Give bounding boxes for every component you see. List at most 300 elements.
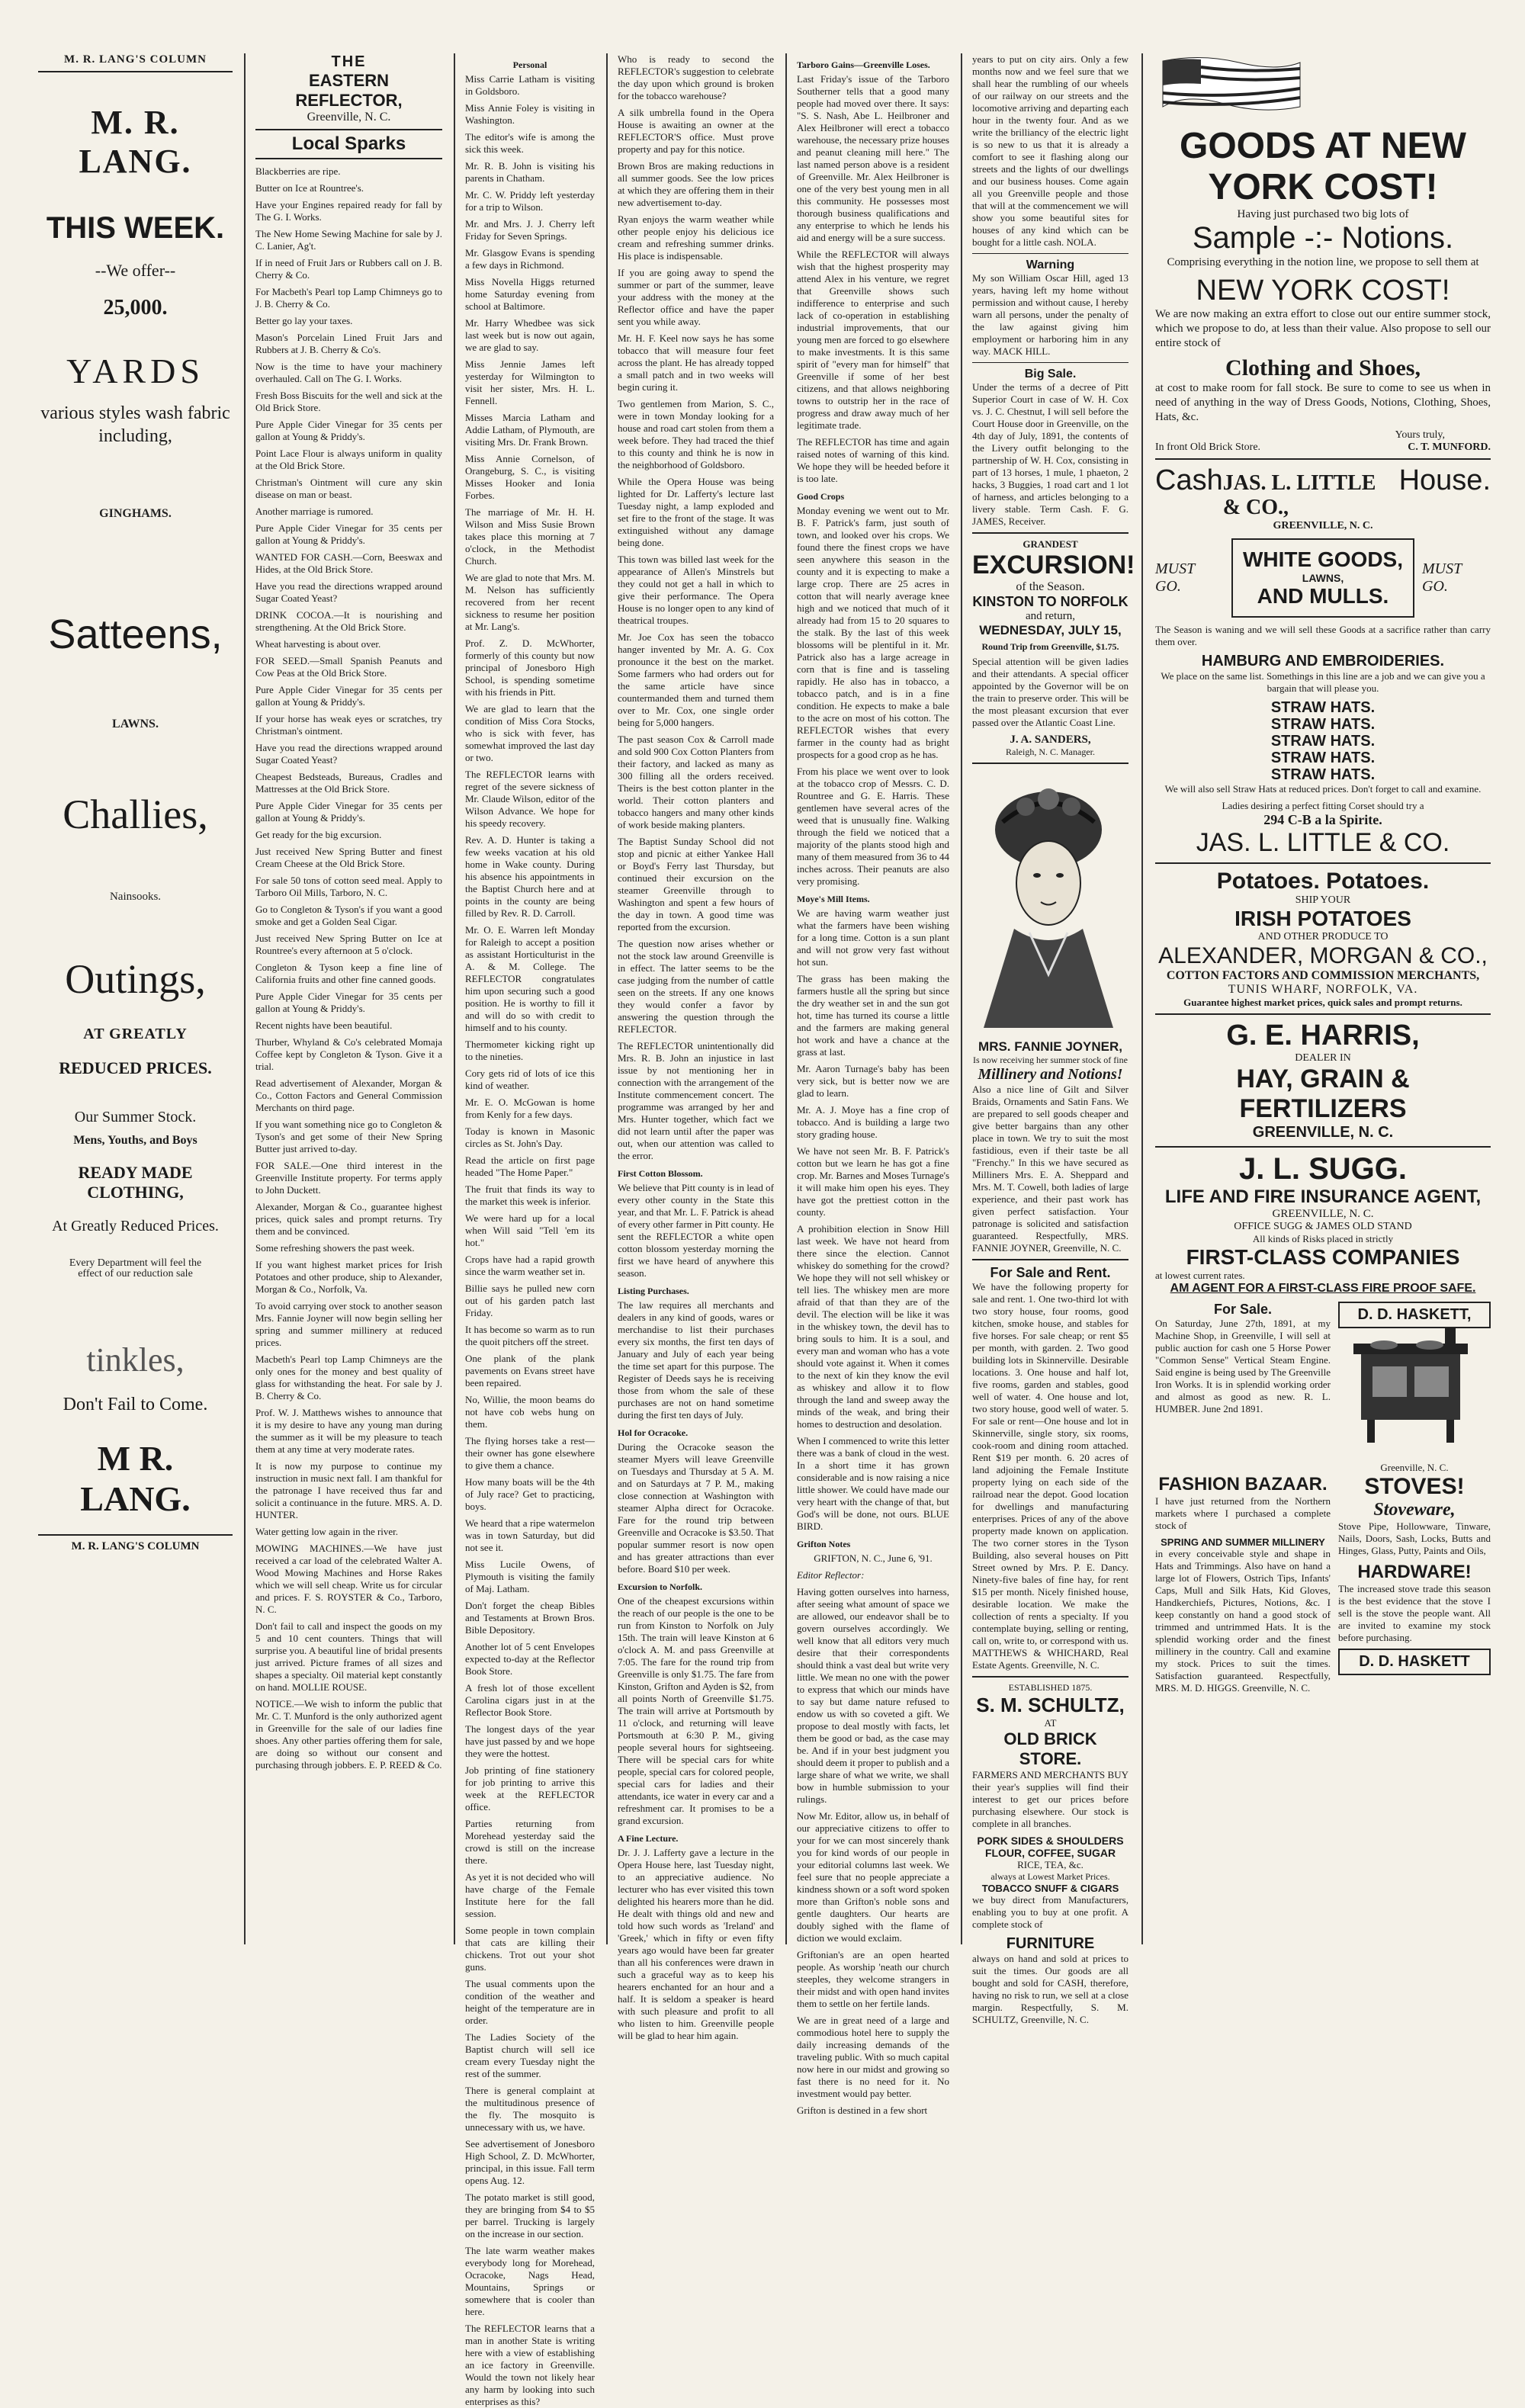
news-item: We were hard up for a local when Will said "Tell 'em its hot." — [465, 1212, 595, 1248]
little-heading-row — [1155, 464, 1491, 520]
article-text: While the REFLECTOR will always wish that the highest prosperity may attend Alex in his venture, we regret that Greenville shows such indifference to enterprise and such lack of co-operation in establishing industrial improvements, that our young men are forced to go elsewhere to make investments. It is this same spirit of "every man for himself" that Greenville if some of her best citizens, and that allows neighboring towns to outstrip her in the race of progress and draw away much of her legitimate trade. — [797, 249, 949, 431]
section-heading: Grifton Notes — [797, 1539, 851, 1549]
haskett-name: D. D. HASKETT, — [1338, 1302, 1491, 1328]
news-item: The editor's wife is among the sick this week. — [465, 131, 595, 155]
news-items — [618, 53, 774, 1162]
article-text: Dr. J. J. Lafferty gave a lecture in the Opera House here, last Tuesday night, to an appreciative audience. No lecturer who has ever visited this town delighted his hearers more than he did. He dealt with things old and new and told how such words as 'Ireland' and 'Greek,' which in fifty or even fifty years ago would have been far greater than all his conferences were drawn in such a graceful way as to keep his hearers enchanted for an hour and a half. It is seldom a speaker is heard with such pleasure and profit to all who listen to him. Greenville people will be glad to hear him again. — [618, 1847, 774, 2041]
schultz-furniture: FURNITURE — [1006, 1935, 1095, 1952]
news-item: Misses Marcia Latham and Addie Latham, of Plymouth, are visiting Mrs. Dr. Frank Brown. — [465, 412, 595, 448]
news-item: Blackberries are ripe. — [255, 165, 341, 177]
news-item: Ryan enjoys the warm weather while other people enjoy his delicious ice cream and refreshing summer drinks. His place is indispensable. — [618, 214, 774, 262]
lang-name: M. R. LANG. — [79, 104, 192, 180]
nainsooks-word: Nainsooks. — [109, 891, 162, 903]
article-text: We have not seen Mr. B. F. Patrick's cotton but we learn he has got a fine crop. Mr. Barnes and Moses Turnage's it will make him open his eyes. They have got the prettiest cotton in the county. — [797, 1145, 949, 1218]
stove-list: Stove Pipe, Hollowware, Tinware, Nails, Doors, Sash, Locks, Butts and Hinges, Glass, Putty, Paints and Oils, — [1338, 1520, 1491, 1556]
news-item: Alexander, Morgan & Co., guarantee highest prices, quick sales and prompt returns. Try them and be convinced. — [255, 1201, 442, 1237]
news-item: There is general complaint at the multitudinous presence of the fly. The mosquito is unnecessary with us, we have. — [465, 2085, 595, 2133]
news-item: Pure Apple Cider Vinegar for 35 cents per gallon at Young & Priddy's. — [255, 419, 442, 442]
extra-effort-text: We are now making an extra effort to close out our entire summer stock, which we propose to do, at less than their value. Also propose to sell our entire stock of — [1155, 308, 1491, 349]
straw-hats: STRAW HATS. — [1270, 766, 1376, 783]
ginghams-cluster — [38, 470, 233, 557]
news-item: The Baptist Sunday School did not stop and picnic at either Yankee Hall or Boyd's Ferry last Thursday, but continued their excursion on the steamer Greenville through to Washington and spent a few hours of the day in town. A good time was reported from the excursion. — [618, 836, 774, 933]
irish-potatoes: IRISH POTATOES — [1234, 907, 1411, 930]
news-item: Some people in town complain that cats are killing their chickens. Trot out your shot guns. — [465, 1925, 595, 1973]
this-week: THIS WEEK. — [46, 211, 225, 245]
news-item: Macbeth's Pearl top Lamp Chimneys are the only ones for the money and best quality of glass for withstanding the heat. For sale by J. B. Cherry & Co. — [255, 1353, 442, 1401]
harris-place: GREENVILLE, N. C. — [1252, 1124, 1394, 1141]
personal-column — [458, 53, 602, 2407]
news-item: The marriage of Mr. H. H. Wilson and Miss Susie Brown takes place this morning at 7 o'clock, in the Methodist Church. — [465, 506, 595, 567]
column-rule — [454, 53, 455, 1944]
news-item: Pure Apple Cider Vinegar for 35 cents per gallon at Young & Priddy's. — [255, 800, 442, 824]
news-item: If you are going away to spend the summer or part of the summer, leave your address with the money at the Reflector office and have the paper sent you while away. — [618, 267, 774, 327]
lang-footer-name: M R. LANG. — [80, 1439, 191, 1518]
faded-word: tinkles, — [86, 1341, 185, 1379]
column-rule — [606, 53, 608, 1944]
news-item: Don't forget the cheap Bibles and Testaments at Brown Bros. Bible Depository. — [465, 1600, 595, 1636]
news-column-5 — [789, 53, 957, 2116]
column-rule — [1141, 53, 1143, 1944]
salutation: Editor Reflector: — [797, 1569, 865, 1581]
nainsooks-cluster — [38, 861, 233, 933]
article-text: Grifton is destined in a few short — [797, 2105, 928, 2116]
news-item: The fruit that finds its way to the market this week is inferior. — [465, 1183, 595, 1207]
news-item: Miss Carrie Latham is visiting in Goldsboro. — [465, 73, 595, 97]
news-item: FOR SALE.—One third interest in the Greenville Institute property. For terms apply to John Duckett. — [255, 1160, 442, 1196]
news-item: Get ready for the big excursion. — [255, 829, 382, 840]
news-item: Wheat harvesting is about over. — [255, 638, 381, 650]
news-item: The late warm weather makes everybody long for Morehead, Ocracoke, Nags Head, Mountains, Springs or somewhere that is cooler than here. — [465, 2245, 595, 2317]
news-item: The REFLECTOR unintentionally did Mrs. R. B. John an injustice in last issue by not mentioning her in connection with the arrangement of the Institute commencement concert. The programme was arranged by her and Mrs. Hunter together, which fact we did not learn until after the paper was out, when our attention was called to the error. — [618, 1040, 774, 1161]
little-place: GREENVILLE, N. C. — [1273, 520, 1373, 531]
news-item: Mr. E. O. McGowan is home from Kenly for a few days. — [465, 1096, 595, 1120]
news-item: Miss Annie Cornelson, of Orangeburg, S. C., is visiting Misses Hooker and Ionia Forbes. — [465, 453, 595, 501]
news-item: Billie says he pulled new corn out of his garden patch last Friday. — [465, 1283, 595, 1318]
schultz-store: OLD BRICK STORE. — [1003, 1729, 1097, 1768]
news-item: FOR SEED.—Small Spanish Peanuts and Cow Peas at the Old Brick Store. — [255, 655, 442, 679]
news-item: Recent nights have been beautiful. — [255, 1019, 393, 1031]
news-item: Water getting low again in the river. — [255, 1526, 399, 1537]
news-item: If in need of Fruit Jars or Rubbers call on J. B. Cherry & Co. — [255, 257, 442, 281]
article-text: Monday evening we went out to Mr. B. F. Patrick's farm, just south of town, and looked over his crops. We found there the finest crops we have seen anywhere this season in the county and it is expecting to make a large crop. There are 25 acres in cotton that will nearly average knee high and we noticed that much of it already had from 15 to 20 squares to the stalk. By the last of this week blossoms will be plentiful in it. Mr. Patrick also has a large acreage in corn that is fine and is tasseling rapidly. He also has in tobacco, a tobacco patch, and is in a fine condition. He expects to make a bale to the acre on most of his cotton. The REFLECTOR wishes that every farmer in the county had as bright prospects for a good crop as he has. — [797, 505, 949, 760]
mulls-word: AND MULLS. — [1257, 584, 1389, 608]
news-item: MOWING MACHINES.—We have just received a car load of the celebrated Walter A. Wood Mowing Machines and Horse Rakes which we will sell cheap. Write us for circular and prices. F. S. ROYSTER & Co., Tarboro, N. C. — [255, 1543, 442, 1615]
straw-hats: STRAW HATS. — [1270, 733, 1376, 750]
forsale-heading: For Sale. — [1213, 1302, 1273, 1317]
excursion-fare: Round Trip from Greenville, $1.75. — [981, 641, 1119, 652]
article-text: When I commenced to write this letter there was a bank of cloud in the west. In a short time it has grown considerable and is now raising a nice little shower. We could have made our very heart with the change of that, but God's will be done, not ours. BLUE BIRD. — [797, 1435, 949, 1532]
schultz-line: TOBACCO SNUFF & CIGARS — [981, 1883, 1119, 1894]
news-column-4 — [610, 53, 782, 2041]
article-text: From his place we went over to look at the tobacco crop of Messrs. C. D. Rountree and G. E. Harris. These gentlemen have several acres of the weed that is unusually fine. Walking through the field we noticed that a majority of the plants stood high and many of them measured from 36 to 44 inches across. Their peanuts are also very promising. — [797, 766, 949, 887]
news-item: The potato market is still good, they are bringing from $4 to $5 per barrel. Trucking is largely on the increase in our section. — [465, 2191, 595, 2239]
news-item: Miss Jennie James left yesterday for Wilmington to visit her sister, Mrs. H. L. Fennell. — [465, 358, 595, 406]
news-item: Mr. O. E. Warren left Monday for Raleigh to accept a position as assistant Horticulturist in the A. & M. College. The REFLECTOR congratulates him upon securing such a good position. He is worthy to fill it and will do so with credit to himself and to his county. — [465, 924, 595, 1033]
personal-items — [465, 73, 595, 2408]
challies-heading: Challies, — [63, 791, 208, 837]
haskett-place: Greenville, N. C. — [1380, 1462, 1449, 1473]
news-item: Christman's Ointment will cure any skin disease on man or beast. — [255, 477, 442, 500]
news-item: For sale 50 tons of cotton seed meal. Apply to Tarboro Oil Mills, Tarboro, N. C. — [255, 875, 442, 898]
straw-hats: STRAW HATS. — [1270, 699, 1376, 716]
section-heading: Excursion to Norfolk. — [618, 1581, 702, 1592]
news-item: Fresh Boss Biscuits for the well and sick at the Old Brick Store. — [255, 390, 442, 413]
sugg-risks: All kinds of Risks placed in strictly — [1252, 1233, 1394, 1244]
sugg-office: OFFICE SUGG & JAMES OLD STAND — [1234, 1221, 1412, 1232]
amc-place: TUNIS WHARF, NORFOLK, VA. — [1228, 983, 1418, 996]
news-item: Have you read the directions wrapped around Sugar Coated Yeast? — [255, 742, 442, 766]
news-item: Butter on Ice at Rountree's. — [255, 182, 364, 194]
outings-heading: Outings, — [65, 956, 206, 1002]
news-item: Crops have had a rapid growth since the warm weather set in. — [465, 1254, 595, 1277]
news-item: A silk umbrella found in the Opera House is awaiting an owner at the REFLECTOR'S office. Must prove property and pay for this notice. — [618, 107, 774, 155]
news-item: Thermometer kicking right up to the nineties. — [465, 1039, 595, 1062]
news-item: Miss Annie Foley is visiting in Washington. — [465, 102, 595, 126]
harris-goods: HAY, GRAIN & FERTILIZERS — [1236, 1064, 1410, 1123]
news-item: Pure Apple Cider Vinegar for 35 cents per gallon at Young & Priddy's. — [255, 522, 442, 546]
column-title: M. R. LANG'S COLUMN — [38, 53, 233, 72]
haskett-block — [1338, 1302, 1491, 1474]
in-front-text: In front Old Brick Store. — [1155, 441, 1261, 453]
straw-hats: STRAW HATS. — [1270, 750, 1376, 766]
hamburg-heading: HAMBURG AND EMBROIDERIES. — [1201, 653, 1445, 669]
news-item: See advertisement of Jonesboro High School, Z. D. McWhorter, principal, in this issue. Fall term opens Aug. 12. — [465, 2138, 595, 2186]
stoveware: Stoveware, — [1373, 1500, 1456, 1520]
column-footer: M. R. LANG'S COLUMN — [38, 1534, 233, 1553]
cash-word: Cash — [1155, 464, 1223, 496]
agent-safe: AM AGENT FOR A FIRST-CLASS FIRE PROOF SAFE. — [1170, 1282, 1476, 1295]
summer-stock: Our Summer Stock. — [74, 1109, 197, 1125]
schultz-line: FLOUR, COFFEE, SUGAR — [984, 1847, 1116, 1859]
schultz-line: always at Lowest Market Prices. — [990, 1871, 1110, 1882]
news-item: Mr. Joe Cox has seen the tobacco hanger invented by Mr. A. G. Cox pronounce it the best on the market. Some farmers who had orders out for the same article have since countermanded them and turned them over to Mr. Cox, one single order being for 5,000 hangers. — [618, 631, 774, 728]
yards-heading: YARDS — [66, 352, 204, 390]
amc-sub: COTTON FACTORS AND COMMISSION MERCHANTS, — [1166, 969, 1480, 982]
section-heading: Good Crops — [797, 491, 845, 502]
joyner-text: Also a nice line of Gilt and Silver Braids, Ornaments and Satin Fans. We are prepared to sell goods cheaper and give better bargains than any other place in town. We try to suit the most fastidious, even if their taste be all "Frenchy." In this we have secured as Milliners Mrs. E. A. Sheppard and Mrs. M. T. Cowell, both ladies of large experience, and their past work has given perfect satisfaction. Your patronage is solicited and satisfaction guaranteed. Respectfully, MRS. FANNIE JOYNER, Greenville, N. C. — [972, 1084, 1128, 1254]
news-item: Some refreshing showers the past week. — [255, 1242, 415, 1254]
goods-heading: GOODS AT NEW YORK COST! — [1180, 126, 1466, 207]
local-sparks-heading: Local Sparks — [255, 129, 442, 159]
section-heading: Listing Purchases. — [618, 1286, 689, 1296]
ginghams-word: GINGHAMS. — [99, 507, 172, 520]
excursion-text: Special attention will be given ladies and their attendants. A special officer appointed by the Governor will be on the train to preserve order. This will be the most pleasant excursion that ever passed over the Atlantic Coast Line. — [972, 656, 1128, 728]
reduced-prices: REDUCED PRICES. — [59, 1058, 212, 1077]
news-item: Have your Engines repaired ready for fall by The G. I. Works. — [255, 199, 442, 223]
at-greatly-reduced: At Greatly Reduced Prices. — [52, 1218, 219, 1235]
hamburg-text: We place on the same list. Somethings in this line are a job and we can give you a bargain that will please you. — [1161, 670, 1485, 694]
we-offer: --We offer-- — [95, 261, 176, 280]
news-item: WANTED FOR CASH.—Corn, Beeswax and Hides, at the Old Brick Store. — [255, 551, 442, 575]
news-item: Congleton & Tyson keep a fine line of California fruits and other fine canned goods. — [255, 962, 442, 985]
news-item: We are glad to learn that the condition of Miss Cora Stocks, who is sick with fever, has somewhat improved the last day or two. — [465, 703, 595, 763]
article-text: Mr. A. J. Moye has a fine crop of tobacco. And is building a large two story grading house. — [797, 1104, 949, 1140]
munford-signature-row — [1155, 441, 1491, 454]
fashion-stoves-row — [1155, 1474, 1491, 1699]
yards-number: 25,000. — [103, 296, 168, 319]
first-class: FIRST-CLASS COMPANIES — [1186, 1245, 1460, 1269]
news-item: Just received New Spring Butter and finest Cream Cheese at the Old Brick Store. — [255, 846, 442, 869]
at-greatly: AT GREATLY — [83, 1026, 188, 1042]
personal-heading: Personal — [512, 59, 547, 70]
straw-text: We will also sell Straw Hats at reduced prices. Don't forget to call and examine. — [1164, 783, 1482, 795]
news-item: Mr. C. W. Priddy left yesterday for a trip to Wilson. — [465, 189, 595, 213]
news-item: A fresh lot of those excellent Carolina cigars just in at the Reflector Book Store. — [465, 1682, 595, 1718]
news-item: No, Willie, the moon beams do not have cob webs hung on them. — [465, 1394, 595, 1430]
sugg-name: J. L. SUGG. — [1238, 1152, 1408, 1186]
rent-heading: For Sale and Rent. — [990, 1265, 1111, 1280]
news-item: Mr. R. B. John is visiting his parents in Chatham. — [465, 160, 595, 184]
news-item: If your horse has weak eyes or scratches, try Christman's ointment. — [255, 713, 442, 737]
news-item: DRINK COCOA.—It is nourishing and strengthening. At the Old Brick Store. — [255, 609, 442, 633]
article-text: The REFLECTOR has time and again raised notes of warning of this kind. We hope they will be heeded before it is too late. — [797, 436, 949, 484]
stoves-block — [1338, 1474, 1491, 1699]
schultz-at: AT — [1044, 1717, 1057, 1729]
must-go-right: MUST GO. — [1422, 560, 1462, 595]
ship-your: SHIP YOUR — [1295, 894, 1351, 906]
little-footer: JAS. L. LITTLE & CO. — [1196, 828, 1450, 857]
schultz-text: we buy direct from Manufacturers, enabling you to buy at one profit. A complete stock of — [972, 1894, 1128, 1930]
stoves-heading: STOVES! — [1364, 1474, 1465, 1499]
news-item: Mr. and Mrs. J. J. Cherry left Friday for Seven Springs. — [465, 218, 595, 242]
sample-notions: Sample -:- Notions. — [1192, 221, 1454, 255]
schultz-line: RICE, TEA, &c. — [1017, 1859, 1084, 1870]
american-flag-icon — [1155, 53, 1308, 122]
news-item: Go to Congleton & Tyson's if you want a good smoke and get a Golden Seal Cigar. — [255, 904, 442, 927]
harris-dealer: DEALER IN — [1295, 1052, 1351, 1064]
little-name: JAS. L. LITTLE & CO., — [1222, 471, 1376, 519]
schultz-text: FARMERS AND MERCHANTS BUY their year's supplies will find their interest to get our prices before purchasing elsewhere. Our stock is complete in all branches. — [972, 1769, 1128, 1829]
news-item: Another marriage is rumored. — [255, 506, 374, 517]
corset-name: 294 C-B a la Spirite. — [1263, 812, 1382, 827]
article-text: We believe that Pitt county is in lead of every other county in the State this year, and that Mr. L. F. Patrick is ahead of every other farmer in Pitt county. He sent the REFLECTOR a white open cotton blossom yesterday morning the first we have heard of anywhere this season. — [618, 1182, 774, 1279]
forsale-block — [1155, 1302, 1331, 1474]
cost-make-text: at cost to make room for fall stock. Be sure to come to see us when in need of anything in the way of Dress Goods, Notions, Clothing, Shoes, Hats, &c. — [1155, 382, 1491, 423]
excursion-return: and return, — [1026, 610, 1075, 622]
joyner-title: Millinery and Notions! — [978, 1066, 1123, 1083]
masthead-place: Greenville, N. C. — [307, 111, 391, 124]
ads-column-6 — [965, 53, 1136, 2025]
ads-column-7 — [1148, 53, 1498, 1937]
munford-signature: C. T. MUNFORD. — [1408, 441, 1491, 453]
news-item: The Ladies Society of the Baptist church will sell ice cream every Tuesday night the rest of the summer. — [465, 2031, 595, 2079]
article-text: During the Ocracoke season the steamer Myers will leave Greenville on Tuesdays and Thursday at 5 A. M. and on Saturdays at 7 P. M., making close connection at Washington with steamer Alpha direct for Ocracoke. Fare for the round trip between Greenville and Ocracoke is $3.50. That popular summer resort is now open and has greater attractions than ever before. Board $10 per week. — [618, 1441, 774, 1575]
news-item: This town was billed last week for the appearance of Allen's Minstrels but they could not get a hall in which to give their performance. The Opera House is no longer open to any kind of theatrical troupes. — [618, 554, 774, 626]
article-text: Mr. Aaron Turnage's baby has been very sick, but is better now we are glad to learn. — [797, 1063, 949, 1099]
news-item: Read the article on first page headed "The Home Paper." — [465, 1154, 595, 1178]
forsale-text: On Saturday, June 27th, 1891, at my Machine Shop, in Greenville, I will sell at public auction for cash one 5 Horse Power "Common Sense" Vertical Steam Engine. Said engine is being used by The Greenville Iron Works. It is in splendid working order and almost as good as new. R. L. HUMBER. June 2nd 1891. — [1155, 1318, 1331, 1414]
news-item: If you want something nice go to Congleton & Tyson's and get some of their New Spring Butter just arrived to-day. — [255, 1119, 442, 1154]
lawns-cluster — [38, 681, 233, 768]
article-text: One of the cheapest excursions within the reach of our people is the one to be run from Kinston to Norfolk on July 15th. The train will leave Kinston at 6 o'clock A. M. and pass Greenville at 7:05. The fare for the round trip from Greenville is only $1.75. The fare from Kinston, Grifton and Ayden is $2, from all points North of Greenville $1.75. The train will arrive at Portsmouth by 11 o'clock, and returning will leave Portsmouth at 6:30 P. M., giving people several hours for sightseeing. There will be special cars for white people, special cars for colored people, special cars for ladies and their attendants, ice water in every car and a refreshment car. It promises to be a grand excursion. — [618, 1595, 774, 1826]
big-sale-heading: Big Sale. — [1024, 368, 1077, 380]
excursion-grandest: GRANDEST — [1023, 538, 1078, 550]
news-item: The question now arises whether or not the stock law around Greenville is in effect. The latter seems to be the case judging from the number of cattle seen on the streets. If any one knows they would confer a favor by answering the question through the REFLECTOR. — [618, 938, 774, 1035]
news-item: Mr. H. F. Keel now says he has some tobacco that will measure four feet across the plant. He has already topped a small patch and in two weeks will begin curing it. — [618, 332, 774, 393]
news-item: Prof. W. J. Matthews wishes to announce that it is my desire to have any young man during the summer as it will be my pleasure to teach them at any time at very moderate rates. — [255, 1407, 442, 1455]
excursion-season: of the Season. — [1016, 580, 1085, 593]
masthead-title: EASTERN REFLECTOR, — [295, 71, 403, 110]
local-sparks-items — [255, 165, 442, 1771]
excursion-manager: Raleigh, N. C. Manager. — [1006, 746, 1095, 757]
news-item: Today is known in Masonic circles as St. John's Day. — [465, 1125, 595, 1149]
dont-fail: Don't Fail to Come. — [63, 1395, 208, 1414]
news-item: One plank of the plank pavements on Evans street have been repaired. — [465, 1353, 595, 1389]
straw-hats: STRAW HATS. — [1270, 716, 1376, 733]
forsale-haskett-row — [1155, 1302, 1491, 1474]
news-item: We heard that a ripe watermelon was in town Saturday, but did not see it. — [465, 1517, 595, 1553]
clothing-heading: Clothing and Shoes, — [1225, 355, 1421, 380]
news-item: Miss Lucile Owens, of Plymouth is visiting the family of Maj. Latham. — [465, 1559, 595, 1594]
excursion-route: KINSTON TO NORFOLK — [972, 594, 1128, 609]
house-word: House. — [1398, 464, 1491, 496]
news-item: It is now my purpose to continue my instruction in music next fall. I am thankful for the patronage I have received thus far and solicit a continuance in the future. MRS. A. D. HUNTER. — [255, 1460, 442, 1520]
haskett-footer: D. D. HASKETT — [1338, 1649, 1491, 1675]
news-item: As yet it is not decided who will have charge of the Female Institute here for the fall session. — [465, 1871, 595, 1919]
ready-made-clothing: READY MADE CLOTHING, — [78, 1163, 193, 1202]
news-item: Two gentlemen from Marion, S. C., were in town Monday looking for a house and road cart stolen from them a week before. They had traced the thief to this county and think he is now in the neighborhood of Goldsboro. — [618, 398, 774, 470]
news-item: The past season Cox & Carroll made and sold 900 Cox Cotton Planters from their factory, and lacked as many as 300 filling all the orders received. Theirs is the best cotton planter in the world. Their cotton planters and tobacco hangers and many other kinds of work beside making planters. — [618, 734, 774, 830]
news-item: Have you read the directions wrapped around Sugar Coated Yeast? — [255, 580, 442, 604]
rent-text: We have the following property for sale and rent. 1. One two-third lot with two story house, four rooms, good kitchen, smoke house, and stables for five horses. For sale cheap; or rent $5 per month, with garden. 2. Two good building lots in Skinnerville. Desirable locations. 3. One house and half lot, five rooms, garden and stables, good well of water. 4. One house and lot, two story house, good well of water. 5. For sale or rent—One house and lot in Skinnerville, single story, six rooms, cook-room and dining room attached. Rent $19 per month. 6. 20 acres of land adjoining the Female Institute property lying on each side of the railroad near the depot. Good location for dwellings and manufacturing enterprises. Prices of any of the above property made known on application. The two corner stores in the Tyson Building, also several houses on Pitt Street owned by Mrs. P. E. Dancy. Ninety-five bales of fine hay, for rent $15 per month. Nicely finished house, desirable location. We make the collection of rents a specialty. If you contemplate buying, selling or renting, call on, write to, or correspond with us. MATTHEWS & WHICHARD, Real Estate Agents. Greenville, N. C. — [972, 1281, 1128, 1671]
news-item: Another lot of 5 cent Envelopes expected to-day at the Reflector Book Store. — [465, 1641, 595, 1677]
lady-portrait-illustration — [972, 776, 1125, 1028]
sugg-title: LIFE AND FIRE INSURANCE AGENT, — [1164, 1186, 1482, 1207]
article-text: Having gotten ourselves into harness, after seeing what amount of space we are allowed, our endeavor shall be to govern ourselves accordingly. We well know that all editors very much desire that their correspondents should think a vast deal but write very little. We mean no one with the power to express that which our minds have to say but dame nature refused to endow us with so coveted a gift. We propose to deal mostly with facts, let them be good or bad, as the case may be. And if in your best judgment you should deem it proper to publish and a large share of what we write, we shall bow in humble submission to your rulings. — [797, 1586, 949, 1805]
straw-hats-block — [1155, 699, 1491, 783]
news-item: Parties returning from Morehead yesterday said the crowd is still on the increase there. — [465, 1818, 595, 1866]
masthead-the: THE — [331, 53, 367, 70]
news-item: Pure Apple Cider Vinegar for 35 cents per gallon at Young & Priddy's. — [255, 684, 442, 708]
nycost-heading: NEW YORK COST! — [1196, 275, 1450, 307]
news-item: The New Home Sewing Machine for sale by J. C. Lanier, Ag't. — [255, 228, 442, 252]
news-item: Point Lace Flour is always uniform in quality at the Old Brick Store. — [255, 448, 442, 471]
satteens-heading: Satteens, — [48, 612, 223, 657]
harris-name: G. E. HARRIS, — [1226, 1019, 1420, 1051]
news-item: Now is the time to have your machinery overhauled. Call on The G. I. Works. — [255, 361, 442, 384]
news-item: While the Opera House was being lighted for Dr. Lafferty's lecture last Tuesday night, a lamp exploded and set fire to the front of the stage. It was extinguished without any damage being done. — [618, 476, 774, 548]
fashion-heading: FASHION BAZAAR. — [1158, 1474, 1328, 1495]
news-item: Brown Bros are making reductions in all summer goods. See the low prices at which they are offering them in their new advertisement to-day. — [618, 160, 774, 208]
news-item: The REFLECTOR learns with regret of the severe sickness of Mr. Claude Wilson, editor of the Wilson Advance. We hope for his speedy recovery. — [465, 769, 595, 829]
article-text: We are in great need of a large and commodious hotel here to supply the daily increasing demands of the traveling public. With so much capital now here in our midst and growing so fast there is no need for it. No investment would pay better. — [797, 2015, 949, 2099]
news-item: For Macbeth's Pearl top Lamp Chimneys go to J. B. Cherry & Co. — [255, 286, 442, 310]
schultz-line: PORK SIDES & SHOULDERS — [977, 1835, 1124, 1847]
corset-line: Ladies desiring a perfect fitting Corset should try a — [1222, 800, 1424, 811]
warning-heading: Warning — [1026, 258, 1075, 271]
white-goods: WHITE GOODS, — [1243, 547, 1403, 571]
article-text: The law requires all merchants and dealers in any kind of goods, wares or merchandise to list their purchases every six months, the first ten days of January and July of each year being the time set apart for this purpose. The Register of Deeds says he is receiving those from whom the sale of these purchases are not on hand sometime during the first ten days of July. — [618, 1299, 774, 1421]
news-item: NOTICE.—We wish to inform the public that Mr. C. T. Munford is the only authorized agent in Greenville for the sale of our ladies fine shoes. Any other parties offering them for sale, are doing so without our consent and purchasing through jobbers. E. P. REED & Co. — [255, 1698, 442, 1771]
news-item: Cory gets rid of lots of ice this kind of weather. — [465, 1068, 595, 1091]
section-heading: Hol for Ocracoke. — [618, 1427, 689, 1438]
news-item: It has become so warm as to run the quoit pitchers off the street. — [465, 1324, 595, 1347]
spring-millinery: SPRING AND SUMMER MILLINERY — [1161, 1536, 1325, 1548]
fashion-block — [1155, 1474, 1331, 1699]
every-department: Every Department will feel the effect of our reduction sale — [69, 1257, 202, 1279]
white-goods-row — [1155, 538, 1491, 618]
news-item: Pure Apple Cider Vinegar for 35 cents per gallon at Young & Priddy's. — [255, 990, 442, 1014]
mens-line: Mens, Youths, and Boys — [73, 1134, 197, 1147]
article-text: Now Mr. Editor, allow us, in behalf of our appreciative citizens to offer to your for we can most sincerely thank you for kind words of our people in your editorial columns last week. We feel sure that no people appreciate a kindness shown or a soft word spoken more than Grifton's noble sons and gentle daughters. Our hearts are doubly sighed with the flame of diction we would exclaim. — [797, 1810, 949, 1944]
amc-name: ALEXANDER, MORGAN & CO., — [1158, 943, 1488, 968]
news-item: Cheapest Bedsteads, Bureaus, Cradles and Mattresses at the Old Brick Store. — [255, 771, 442, 795]
big-sale-text: Under the terms of a decree of Pitt Superior Court in case of W. H. Cox vs. J. C. Chestnut, I will sell before the Court House door in Greenville, on the 4th day of July, 1891, the contents of the Livery outfit belonging to the partnership of W. H. Cox, consisting in part of 13 horses, 1 mule, 1 phaeton, 2 hacks, 3 Buggies, 1 road cart and 1 lot of harness, and articles belonging to a livery stable. Term Cash. F. G. JAMES, Receiver. — [972, 381, 1128, 527]
news-item: Mr. Glasgow Evans is spending a few days in Richmond. — [465, 247, 595, 271]
white-goods-box — [1231, 538, 1414, 618]
news-item: Mason's Porcelain Lined Fruit Jars and Rubbers at J. B. Cherry & Co's. — [255, 332, 442, 355]
goods-sub: Having just purchased two big lots of — [1237, 208, 1409, 220]
lang-column — [30, 53, 240, 1937]
news-item: How many boats will be the 4th of July race? Get to practicing, boys. — [465, 1476, 595, 1512]
news-item: Don't fail to call and inspect the goods on my 5 and 10 cent counters. Things that will surprise you. A beautiful line of bridal presents just arrived. Picture frames of all sizes and shapes a specialty. Oil material kept constantly on hand. MOLLIE ROUSE. — [255, 1620, 442, 1693]
news-item: Better go lay your taxes. — [255, 315, 353, 326]
season-text: The Season is waning and we will sell these Goods at a sacrifice rather than carry them over. — [1155, 624, 1491, 647]
article-text: The grass has been making the farmers hustle all the spring but since the dry weather set in and the sun got hot, time has turned its course a little and the farmers are making general hot work and have a chance at the grass at last. — [797, 973, 949, 1058]
news-item: Just received New Spring Butter on Ice at Rountree's every afternoon at 5 o'clock. — [255, 933, 442, 956]
potatoes-heading: Potatoes. Potatoes. — [1216, 868, 1430, 894]
news-item: The REFLECTOR learns that a man in another State is writing here with a view of establishing an ice factory in Greenville. Would the town not likely hear any harm by looking into such enterprises as this? — [465, 2323, 595, 2407]
news-item: Job printing of fine stationery for job printing to arrive this week at the REFLECTOR office. — [465, 1764, 595, 1812]
current-rates: at lowest current rates. — [1155, 1270, 1245, 1281]
hardware-heading: HARDWARE! — [1357, 1562, 1472, 1582]
news-item: Prof. Z. D. McWhorter, formerly of this county but now principal of Jonesboro High School, is spending sometime with his friends in Pitt. — [465, 637, 595, 698]
article-text: years to put on city airs. Only a few months now and we feel sure that we shall hear the rumbling of our wheels of our railway on our streets and the locomotive arriving and departing each hour in the twenty four. And as we write the brilliancy of the electric light is so new to us that it is already a comfort to see it flashing along our streets and the lights of our dwellings and our business houses. Come again all you Greenville people and those that will at the commencement we will show you some beautiful sites for houses of any kind which can be bought for a little cash. NOLA. — [972, 53, 1128, 248]
news-item: We are glad to note that Mrs. M. M. Nelson has sufficiently recovered from her recent sickness to resume her position at Mr. Lang's. — [465, 572, 595, 632]
news-item: The flying horses take a rest— their owner has gone elsewhere to give them a chance. — [465, 1435, 595, 1471]
section-heading: Tarboro Gains—Greenville Loses. — [797, 59, 930, 70]
other-produce: AND OTHER PRODUCE TO — [1257, 931, 1389, 942]
fashion-text: I have just returned from the Northern markets where I purchased a complete stock of — [1155, 1495, 1331, 1531]
excursion-signature: J. A. SANDERS, — [1010, 734, 1091, 746]
section-heading: A Fine Lecture. — [618, 1833, 679, 1844]
yours-truly: Yours truly, — [1395, 429, 1445, 441]
schultz-text: always on hand and sold at prices to suit the times. Our goods are all bought and sold for CASH, therefore, having no risk to run, we sell at a close margin. Respectfully, S. M. SCHULTZ, Greenville, N. C. — [972, 1953, 1128, 2025]
news-item: Who is ready to second the REFLECTOR's suggestion to celebrate the day upon which ground is broken for the tobacco warehouse? — [618, 53, 774, 101]
amc-guarantee: Guarantee highest market prices, quick sales and prompt returns. — [1183, 997, 1462, 1008]
fashion-text: in every conceivable style and shape in Hats and Trimmings. Also have on hand a large lot of Flowers, Ostrich Tips, Infants' Caps, Mull and Silk Hats, Kid Gloves, Handkerchiefs, Pictures, Notions, &c. I keep constantly on hand a good stock of trimmed and untrimmed Hats. It is the splendid working order and the finest millinery in the country. Call and examine my stock. Prices to suit the times. Satisfaction guaranteed. Respectfully, MRS. M. D. HIGGS. Greenville, N. C. — [1155, 1548, 1331, 1694]
article-text: Griftonian's are an open hearted people. As worship 'neath our church steeples, they welcome strangers in their midst and with open hand invites them to settle on her fertile lands. — [797, 1949, 949, 2009]
news-item: If you want highest market prices for Irish Potatoes and other produce, ship to Alexander, Morgan & Co., Norfolk, Va. — [255, 1259, 442, 1295]
lawns-word: LAWNS. — [112, 718, 159, 730]
schultz-established: ESTABLISHED 1875. — [1008, 1682, 1093, 1693]
must-go-left: MUST GO. — [1155, 560, 1195, 595]
column-rule — [961, 53, 962, 1944]
column-rule — [785, 53, 787, 1944]
section-heading: Moye's Mill Items. — [797, 894, 870, 904]
schultz-name: S. M. SCHULTZ, — [976, 1694, 1125, 1716]
article-text: Last Friday's issue of the Tarboro Southerner tells that a good many people had moved over there. It says: "S. S. Nash, Abe L. Heilbroner and Alex Heilbroner will erect a tobacco warehouse, the necessary prize houses and peanut cleaning mill here." The last named person above is a resident of Greenville. Mr. Alex Heilbroner is one of the very best young men in all this community. He possesses most thorough business qualifications and any enterprise to which he lends his aid and energy will be a sure success. — [797, 73, 949, 243]
local-sparks-column — [248, 53, 450, 1937]
article-text: A prohibition election in Snow Hill last week. We have not heard from there since the election. Cannot whiskey do something for the crowd? We hope they will not sell whiskey or tell lies. The whiskey men are more afraid of that than they are of the devil. The election will be like it was in the whiskey town, the devil has to bring souls to him. It is a soul, and every man and woman who has a vote should vote against it. When it comes to the next of kin they know the evil as whiskey and allow it to flow through the land and sweep away the minds of the weak, and bring their homes to destruction and desolation. — [797, 1223, 949, 1430]
hardware-text: The increased stove trade this season is the best evidence that the stove I sell is the stove the people want. All are invited to examine my stock before purchasing. — [1338, 1583, 1491, 1643]
excursion-date: WEDNESDAY, JULY 15, — [979, 623, 1122, 637]
lawns-word: LAWNS, — [1302, 572, 1344, 584]
news-item: Miss Novella Higgs returned home Saturday evening from school at Baltimore. — [465, 276, 595, 312]
news-item: Rev. A. D. Hunter is taking a few weeks vacation at his old home in Wake county. During his absence his appointments in the Baptist Church here and at points in the county are being filled by Rev. R. D. Carroll. — [465, 834, 595, 919]
news-item: The usual comments upon the condition of the weather and height of the temperature are in order. — [465, 1978, 595, 2026]
joyner-line: Is now receiving her summer stock of fine — [973, 1055, 1128, 1065]
warning-text: My son William Oscar Hill, aged 13 years, having left my home without permission and without cause, I hereby warn all persons, under the penalty of the law against giving him employment or harboring him in any way. MACK HILL. — [972, 272, 1128, 357]
news-item: To avoid carrying over stock to another season Mrs. Fannie Joyner will now begin selling her spring and summer millinery at reduced prices. — [255, 1300, 442, 1348]
dateline: GRIFTON, N. C., June 6, '91. — [814, 1552, 933, 1564]
yards-description: various styles wash fabric including, — [40, 403, 230, 446]
article-text: We are having warm weather just what the farmers have been wishing for a long time. Cotton is a sun plant and will not grow very fast without hot sun. — [797, 907, 949, 968]
news-item: The longest days of the year have just passed by and we hope they were the hottest. — [465, 1723, 595, 1759]
section-heading: First Cotton Blossom. — [618, 1168, 703, 1179]
news-item: Mr. Harry Whedbee was sick last week but is now out again, we are glad to say. — [465, 317, 595, 353]
sugg-place: GREENVILLE, N. C. — [1272, 1208, 1374, 1220]
